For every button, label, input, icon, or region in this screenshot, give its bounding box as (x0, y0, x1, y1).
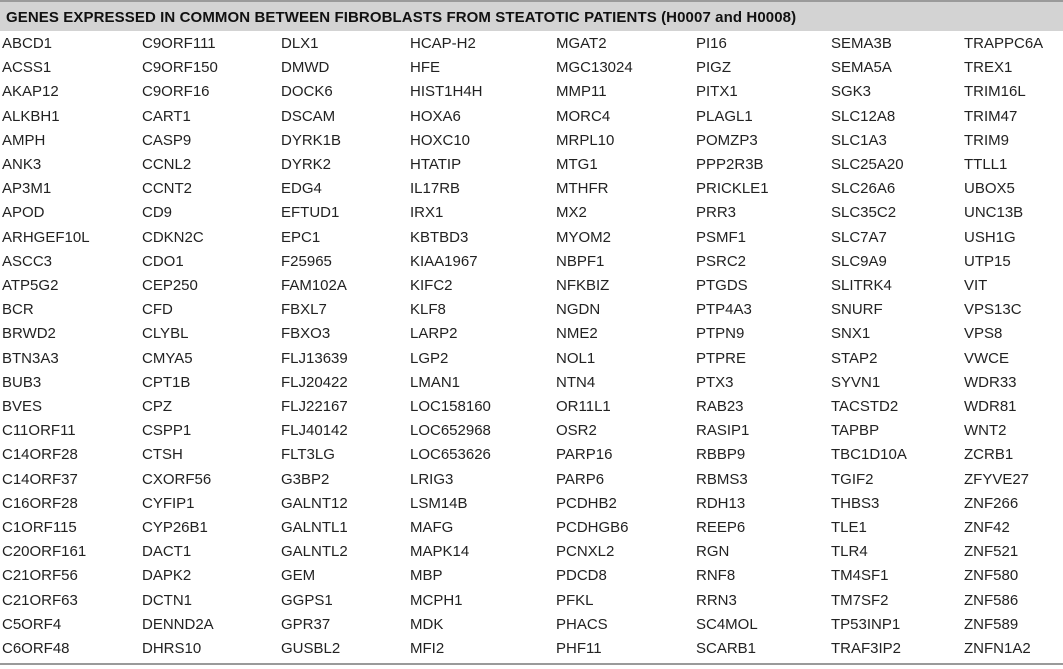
gene-cell: THBS3 (831, 494, 880, 512)
gene-cell: DACT1 (142, 543, 192, 561)
gene-cell: NME2 (556, 325, 598, 343)
gene-cell: DLX1 (281, 35, 319, 52)
gene-cell: CART1 (142, 107, 191, 125)
gene-cell: LGP2 (410, 349, 449, 367)
gene-cell: MRPL10 (556, 131, 615, 149)
gene-cell: ACSS1 (2, 59, 52, 77)
table-row (0, 274, 1063, 298)
gene-cell: C9ORF111 (142, 35, 216, 52)
gene-cell: POMZP3 (696, 131, 758, 149)
gene-cell: PIGZ (696, 59, 732, 77)
gene-cell: C9ORF150 (142, 59, 218, 77)
gene-cell: NOL1 (556, 349, 596, 367)
gene-table (0, 32, 1063, 661)
gene-cell: KBTBD3 (410, 228, 469, 246)
gene-cell: SGK3 (831, 83, 872, 101)
gene-cell: AMPH (2, 131, 46, 149)
gene-cell: RBMS3 (696, 470, 748, 488)
gene-cell: MYOM2 (556, 228, 612, 246)
gene-cell: SLC12A8 (831, 107, 896, 125)
gene-cell: KIFC2 (410, 277, 453, 295)
gene-cell: CMYA5 (142, 349, 193, 367)
gene-cell: REEP6 (696, 519, 746, 537)
gene-cell: HOXC10 (410, 131, 471, 149)
table-row (0, 347, 1063, 371)
gene-cell: EPC1 (281, 228, 321, 246)
gene-cell: PPP2R3B (696, 156, 764, 174)
gene-cell: PCDHB2 (556, 494, 617, 512)
gene-cell: BCR (2, 301, 34, 319)
gene-cell: GEM (281, 567, 316, 585)
gene-cell: CDKN2C (142, 228, 204, 246)
gene-cell: SEMA3B (831, 35, 892, 52)
gene-cell: AP3M1 (2, 180, 52, 198)
gene-cell: PCDHGB6 (556, 519, 629, 537)
gene-cell: PARP6 (556, 470, 605, 488)
gene-cell: SLC35C2 (831, 204, 897, 222)
gene-cell: PHF11 (556, 640, 602, 658)
gene-cell: NGDN (556, 301, 601, 319)
gene-cell: CCNL2 (142, 156, 192, 174)
gene-cell: LARP2 (410, 325, 458, 343)
gene-cell: VPS13C (964, 301, 1022, 319)
gene-cell: GUSBL2 (281, 640, 341, 658)
gene-cell: NFKBIZ (556, 277, 610, 295)
gene-cell: RRN3 (696, 591, 737, 609)
gene-cell: KLF8 (410, 301, 446, 319)
gene-cell: TRIM9 (964, 131, 1009, 149)
gene-cell: SLC1A3 (831, 131, 887, 149)
gene-cell: MDK (410, 615, 444, 633)
gene-cell: C16ORF28 (2, 494, 78, 512)
gene-cell: SLC7A7 (831, 228, 887, 246)
gene-cell: DMWD (281, 59, 330, 77)
gene-cell: TRIM16L (964, 83, 1026, 101)
gene-cell: PLAGL1 (696, 107, 753, 125)
gene-cell: ZNF42 (964, 519, 1010, 537)
gene-cell: C5ORF4 (2, 615, 62, 633)
gene-cell: LMAN1 (410, 373, 461, 391)
gene-cell: CASP9 (142, 131, 192, 149)
table-row (0, 201, 1063, 225)
gene-cell: CXORF56 (142, 470, 212, 488)
gene-cell: MX2 (556, 204, 587, 222)
gene-cell: DOCK6 (281, 83, 333, 101)
gene-cell: VIT (964, 277, 988, 295)
gene-cell: GGPS1 (281, 591, 333, 609)
gene-cell: FLJ20422 (281, 373, 348, 391)
gene-cell: CYFIP1 (142, 494, 195, 512)
table-row (0, 129, 1063, 153)
gene-cell: MCPH1 (410, 591, 463, 609)
gene-cell: ABCD1 (2, 35, 53, 52)
gene-cell: C11ORF11 (2, 422, 76, 440)
gene-cell: CSPP1 (142, 422, 192, 440)
gene-cell: SLC26A6 (831, 180, 896, 198)
gene-cell: MGAT2 (556, 35, 607, 52)
gene-cell: FLJ40142 (281, 422, 348, 440)
gene-cell: MAFG (410, 519, 454, 537)
gene-cell: HFE (410, 59, 440, 77)
gene-cell: SC4MOL (696, 615, 758, 633)
gene-cell: C14ORF28 (2, 446, 78, 464)
gene-cell: SYVN1 (831, 373, 881, 391)
gene-cell: LSM14B (410, 494, 468, 512)
gene-cell: PSRC2 (696, 252, 747, 270)
gene-cell: PRICKLE1 (696, 180, 769, 198)
gene-cell: SNURF (831, 301, 883, 319)
gene-cell: RASIP1 (696, 422, 750, 440)
gene-cell: NBPF1 (556, 252, 605, 270)
gene-cell: SCARB1 (696, 640, 757, 658)
gene-cell: BUB3 (2, 373, 42, 391)
gene-cell: GALNTL1 (281, 519, 348, 537)
gene-cell: FAM102A (281, 277, 347, 295)
gene-cell: ALKBH1 (2, 107, 60, 125)
gene-cell: CCNT2 (142, 180, 193, 198)
gene-cell: VWCE (964, 349, 1009, 367)
gene-cell: TAPBP (831, 422, 880, 440)
gene-cell: GALNT12 (281, 494, 348, 512)
gene-cell: RNF8 (696, 567, 736, 585)
table-row (0, 492, 1063, 516)
gene-cell: FLJ13639 (281, 349, 348, 367)
gene-cell: STAP2 (831, 349, 878, 367)
gene-cell: KIAA1967 (410, 252, 478, 270)
gene-cell: EFTUD1 (281, 204, 340, 222)
gene-table-body (0, 32, 1063, 661)
table-row (0, 322, 1063, 346)
table-row (0, 540, 1063, 564)
gene-cell: DCTN1 (142, 591, 193, 609)
table-row (0, 395, 1063, 419)
gene-cell: C20ORF161 (2, 543, 87, 561)
gene-cell: CDO1 (142, 252, 184, 270)
gene-cell: PCNXL2 (556, 543, 615, 561)
table-row (0, 589, 1063, 613)
gene-cell: CFD (142, 301, 173, 319)
gene-cell: MTG1 (556, 156, 598, 174)
gene-cell: PDCD8 (556, 567, 607, 585)
gene-cell: F25965 (281, 252, 332, 270)
gene-cell: DHRS10 (142, 640, 202, 658)
gene-cell: HIST1H4H (410, 83, 483, 101)
gene-cell: CYP26B1 (142, 519, 208, 537)
gene-cell: PHACS (556, 615, 608, 633)
gene-cell: TP53INP1 (831, 615, 901, 633)
gene-cell: MGC13024 (556, 59, 633, 77)
gene-cell: ZNF521 (964, 543, 1019, 561)
gene-cell: AKAP12 (2, 83, 59, 101)
gene-cell: TM4SF1 (831, 567, 889, 585)
gene-cell: ZFYVE27 (964, 470, 1030, 488)
table-title-bar (0, 0, 1063, 31)
gene-cell: VPS8 (964, 325, 1003, 343)
gene-cell: MAPK14 (410, 543, 470, 561)
gene-cell: OSR2 (556, 422, 597, 440)
gene-cell: EDG4 (281, 180, 322, 198)
gene-cell: HCAP-H2 (410, 35, 476, 52)
gene-cell: TRAPPC6A (964, 35, 1044, 52)
gene-cell: CPZ (142, 398, 172, 416)
gene-cell: WDR81 (964, 398, 1017, 416)
gene-cell: FBXL7 (281, 301, 327, 319)
gene-cell: TLE1 (831, 519, 867, 537)
gene-cell: MFI2 (410, 640, 445, 658)
gene-cell: RBBP9 (696, 446, 746, 464)
gene-cell: SNX1 (831, 325, 871, 343)
table-row (0, 516, 1063, 540)
gene-cell: MBP (410, 567, 443, 585)
gene-cell: DENND2A (142, 615, 214, 633)
gene-cell: TACSTD2 (831, 398, 899, 416)
gene-cell: C21ORF56 (2, 567, 78, 585)
gene-cell: PITX1 (696, 83, 738, 101)
table-row (0, 226, 1063, 250)
gene-cell: MORC4 (556, 107, 611, 125)
gene-cell: PTX3 (696, 373, 734, 391)
gene-cell: TRIM47 (964, 107, 1018, 125)
gene-cell: RAB23 (696, 398, 744, 416)
table-row (0, 298, 1063, 322)
gene-cell: RDH13 (696, 494, 746, 512)
gene-cell: ZNF586 (964, 591, 1019, 609)
gene-cell: ARHGEF10L (2, 228, 90, 246)
gene-cell: SLC25A20 (831, 156, 904, 174)
gene-cell: PARP16 (556, 446, 613, 464)
gene-cell: UNC13B (964, 204, 1024, 222)
gene-cell: SLC9A9 (831, 252, 887, 270)
gene-cell: SLITRK4 (831, 277, 892, 295)
gene-cell: CD9 (142, 204, 173, 222)
gene-cell: BVES (2, 398, 43, 416)
gene-cell: TREX1 (964, 59, 1013, 77)
gene-cell: CEP250 (142, 277, 198, 295)
gene-cell: C14ORF37 (2, 470, 78, 488)
gene-cell: CPT1B (142, 373, 191, 391)
table-row (0, 613, 1063, 637)
gene-cell: LOC652968 (410, 422, 491, 440)
table-row (0, 250, 1063, 274)
gene-cell: TRAF3IP2 (831, 640, 902, 658)
gene-cell: TGIF2 (831, 470, 874, 488)
gene-cell: HTATIP (410, 156, 462, 174)
gene-cell: DYRK2 (281, 156, 332, 174)
gene-cell: LRIG3 (410, 470, 454, 488)
gene-cell: C21ORF63 (2, 591, 78, 609)
gene-cell: APOD (2, 204, 45, 222)
gene-cell: G3BP2 (281, 470, 330, 488)
table-row (0, 564, 1063, 588)
gene-cell: USH1G (964, 228, 1016, 246)
table-row (0, 419, 1063, 443)
gene-cell: ZNF580 (964, 567, 1019, 585)
gene-cell: CLYBL (142, 325, 189, 343)
gene-cell: ZNFN1A2 (964, 640, 1031, 658)
gene-cell: CTSH (142, 446, 183, 464)
gene-cell: LOC653626 (410, 446, 491, 464)
gene-cell: RGN (696, 543, 730, 561)
table-row (0, 468, 1063, 492)
gene-cell: FLJ22167 (281, 398, 348, 416)
gene-cell: TTLL1 (964, 156, 1008, 174)
gene-cell: IRX1 (410, 204, 444, 222)
gene-cell: PTPN9 (696, 325, 745, 343)
gene-cell: TBC1D10A (831, 446, 907, 464)
table-row (0, 80, 1063, 104)
gene-cell: SEMA5A (831, 59, 892, 77)
gene-cell: LOC158160 (410, 398, 491, 416)
gene-cell: DAPK2 (142, 567, 192, 585)
gene-cell: MMP11 (556, 83, 607, 101)
table-row (0, 443, 1063, 467)
gene-cell: NTN4 (556, 373, 596, 391)
gene-cell: PFKL (556, 591, 594, 609)
gene-cell: ZNF589 (964, 615, 1019, 633)
gene-cell: DSCAM (281, 107, 336, 125)
gene-cell: PTPRE (696, 349, 747, 367)
gene-cell: PTGDS (696, 277, 748, 295)
gene-cell: OR11L1 (556, 398, 611, 416)
gene-cell: C9ORF16 (142, 83, 210, 101)
table-row (0, 32, 1063, 56)
table-row (0, 153, 1063, 177)
gene-cell: WNT2 (964, 422, 1007, 440)
gene-cell: GPR37 (281, 615, 331, 633)
gene-cell: BRWD2 (2, 325, 56, 343)
gene-cell: GALNTL2 (281, 543, 348, 561)
gene-cell: PSMF1 (696, 228, 747, 246)
gene-cell: UBOX5 (964, 180, 1015, 198)
table-row (0, 637, 1063, 661)
table-row (0, 177, 1063, 201)
gene-cell: HOXA6 (410, 107, 461, 125)
gene-cell: ASCC3 (2, 252, 53, 270)
table-row (0, 371, 1063, 395)
gene-cell: BTN3A3 (2, 349, 59, 367)
gene-cell: FBXO3 (281, 325, 331, 343)
gene-cell: IL17RB (410, 180, 461, 198)
gene-cell: FLT3LG (281, 446, 335, 464)
gene-cell: ANK3 (2, 156, 42, 174)
gene-cell: PI16 (696, 35, 727, 52)
gene-cell: TLR4 (831, 543, 868, 561)
gene-cell: UTP15 (964, 252, 1011, 270)
table-title: GENES EXPRESSED IN COMMON BETWEEN FIBROBLASTS FROM STEATOTIC PATIENTS (H0007 and H0008) (6, 9, 797, 26)
gene-cell: ATP5G2 (2, 277, 59, 295)
gene-cell: C1ORF115 (2, 519, 77, 537)
table-bottom-rule (0, 663, 1063, 665)
table-row (0, 105, 1063, 129)
gene-cell: C6ORF48 (2, 640, 70, 658)
gene-cell: ZCRB1 (964, 446, 1014, 464)
gene-cell: WDR33 (964, 373, 1017, 391)
gene-cell: PRR3 (696, 204, 737, 222)
gene-cell: MTHFR (556, 180, 609, 198)
gene-cell: ZNF266 (964, 494, 1019, 512)
gene-cell: TM7SF2 (831, 591, 889, 609)
gene-cell: DYRK1B (281, 131, 342, 149)
table-row (0, 56, 1063, 80)
gene-cell: PTP4A3 (696, 301, 752, 319)
